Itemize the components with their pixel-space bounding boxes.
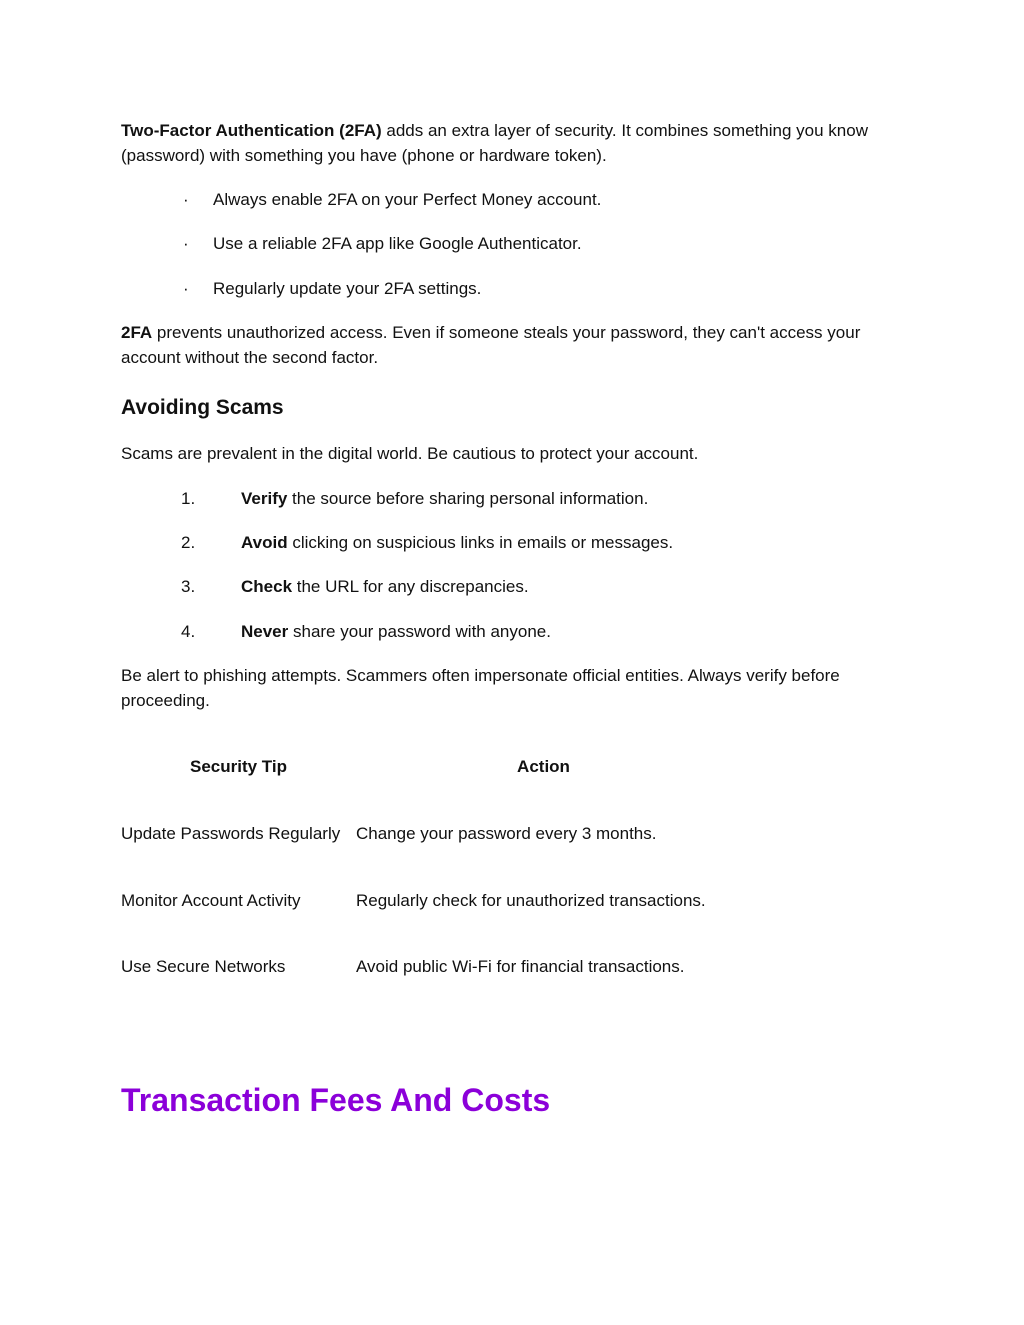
table-cell-text: Avoid public Wi-Fi for financial transactions. [356, 957, 685, 976]
list-item [0, 531, 1024, 555]
list-number: 1. [181, 489, 196, 508]
table-row [121, 847, 731, 914]
list-rest: the source before sharing personal information. [287, 489, 649, 508]
list-bold: Avoid [241, 533, 288, 552]
table-cell-text: Use Secure Networks [121, 957, 286, 976]
bullet-dot-icon: · [183, 234, 189, 253]
table-header-action: Action [517, 757, 570, 776]
table-cell-text: Update Passwords Regularly [121, 824, 341, 843]
table-row [121, 913, 731, 980]
table-cell-tip [121, 782, 356, 847]
bullet-dot-icon: · [183, 279, 189, 298]
table-cell-tip [121, 913, 356, 980]
tfa-note-paragraph [121, 321, 911, 370]
list-number: 4. [181, 622, 196, 641]
scams-heading: Avoiding Scams [121, 396, 284, 419]
table-cell-text: Change your password every 3 months. [356, 824, 657, 843]
list-rest: share your password with anyone. [288, 622, 551, 641]
list-text [241, 575, 529, 599]
bullet-dot-icon: · [183, 190, 189, 209]
intro-paragraph [121, 119, 911, 168]
list-text [241, 531, 673, 555]
table-cell-tip [121, 847, 356, 914]
table-header-row [121, 752, 731, 782]
bullet-item [0, 277, 1024, 301]
tfa-note-term: 2FA [121, 323, 153, 342]
next-section-heading: Transaction Fees And Costs [121, 1082, 551, 1118]
table-cell-text: Regularly check for unauthorized transactions. [356, 890, 706, 910]
table-row [121, 782, 731, 847]
list-bold: Verify [241, 489, 288, 508]
list-rest: clicking on suspicious links in emails or messages. [287, 533, 674, 552]
security-tips-table [121, 752, 731, 980]
list-number: 2. [181, 533, 196, 552]
table-cell-action [356, 847, 731, 914]
list-rest: the URL for any discrepancies. [292, 577, 529, 596]
list-number: 3. [181, 577, 196, 596]
bullet-text: Regularly update your 2FA settings. [213, 279, 482, 298]
table-cell-text: Monitor Account Activity [121, 890, 301, 910]
bullet-item [0, 188, 1024, 212]
list-bold: Check [241, 577, 293, 596]
list-bold: Never [241, 622, 289, 641]
list-text [241, 487, 648, 511]
list-text [241, 620, 551, 644]
scams-closing: Be alert to phishing attempts. Scammers often impersonate official entities. Always verify before proceeding. [121, 666, 840, 710]
tfa-note-text: prevents unauthorized access. Even if someone steals your password, they can't access your account without the second factor. [121, 323, 861, 367]
list-item [0, 487, 1024, 511]
table-cell-action [356, 782, 731, 847]
scams-intro: Scams are prevalent in the digital world. Be cautious to protect your account. [121, 444, 699, 463]
bullet-item [0, 232, 1024, 256]
bullet-text: Use a reliable 2FA app like Google Authenticator. [213, 234, 582, 253]
bullet-text: Always enable 2FA on your Perfect Money account. [213, 190, 602, 209]
table-header-security-tip: Security Tip [190, 757, 287, 776]
list-item [0, 620, 1024, 644]
intro-term: Two-Factor Authentication (2FA) [121, 121, 382, 140]
table-cell-action [356, 913, 731, 980]
intro-text: adds an extra layer of security. It combines something you know (password) with something you have (phone or hardware token). [121, 121, 868, 165]
list-item [0, 575, 1024, 599]
